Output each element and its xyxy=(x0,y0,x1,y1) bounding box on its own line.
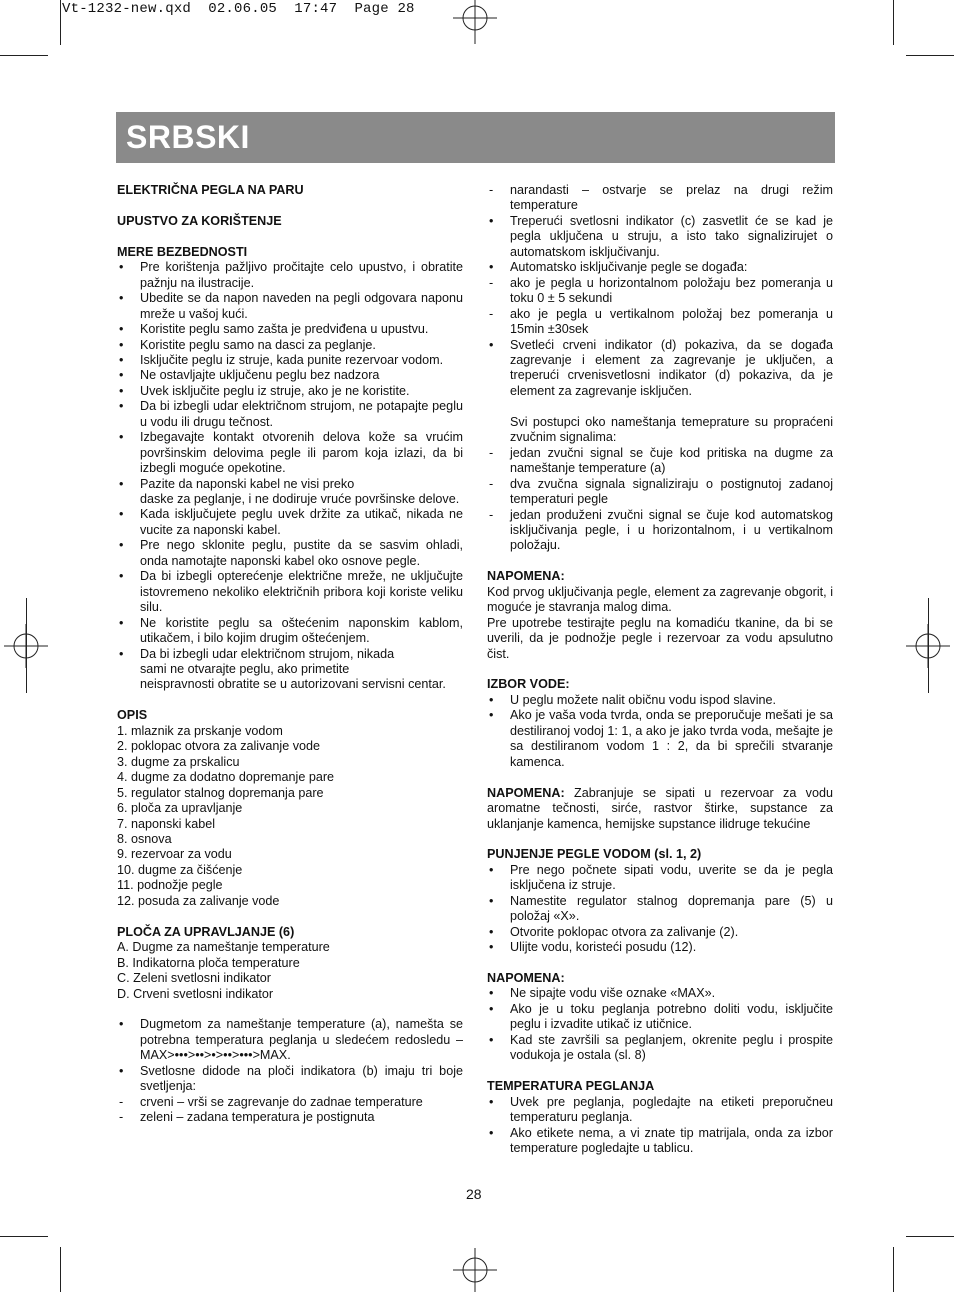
crop-mark xyxy=(60,1247,61,1292)
paragraph: Kod prvog uključivanja pegle, element za zagrevanje obgorit, i moguće je stavranja malog dima. xyxy=(487,584,833,615)
crop-mark xyxy=(893,0,894,45)
list-item: • Ne ostavljajte uključenu peglu bez nadzora xyxy=(119,368,380,383)
list-item: C. Zeleni svetlosni indikator xyxy=(117,971,271,986)
list-item: 10. dugme za čišćenje xyxy=(117,862,243,877)
list-item: • Isključite peglu iz struje, kada punite rezervoar vodom. xyxy=(119,352,444,367)
list-item: 11. podnožje pegle xyxy=(117,878,223,893)
section-heading-safety: MERE BEZBEDNOSTI xyxy=(117,244,248,259)
list-item: • Ako etikete nema, a vi znate tip matrijala, onda za izbor temperature pogledajte u tablicu. xyxy=(489,1125,833,1155)
list-item: 1. mlaznik za prskanje vodom xyxy=(117,723,283,738)
list-item: 3. dugme za prskalicu xyxy=(117,754,240,769)
crop-mark xyxy=(893,1247,894,1292)
file-slug: Vt-1232-new.qxd 02.06.05 17:47 Page 28 xyxy=(62,1,415,17)
doc-title: ELEKTRIČNA PEGLA NA PARU xyxy=(117,183,304,197)
doc-subtitle: UPUSTVO ZA KORIŠTENJE xyxy=(117,213,282,228)
crop-mark xyxy=(0,1236,48,1237)
section-heading-description: OPIS xyxy=(117,708,148,723)
page-number: 28 xyxy=(466,1186,482,1202)
list-item: • Ne sipajte vodu više oznake «MAX». xyxy=(489,986,716,1001)
list-item: • Kada isključujete peglu uvek držite za utikač, nikada ne vucite za naponski kabel. xyxy=(119,507,463,537)
list-item: 6. ploča za upravljanje xyxy=(117,801,243,816)
list-item: • U peglu možete nalit običnu vodu ispod slavine. xyxy=(489,692,777,707)
list-item: - dva zvučna signala signaliziraju o postignutoj zadanoj temperaturi pegle xyxy=(489,476,833,507)
list-item: • Svetleći crveni indikator (d) pokaziva, da se događa zagrevanje i element za zagrevanje je uključen, a treperući crvenisvetlosni indikator (d) pokaziva, da je element za zagrevanje isključen. xyxy=(489,337,833,398)
list-item: • Ako je vaša voda tvrda, onda se preporučuje mešati je sa destiliranoj vodoj 1: 1, a ako je jako tvrda voda, mešajte je sa destiliranom vodom 1 : 2, da bi sprečili stvaranje kamenca. xyxy=(489,708,833,769)
crop-mark xyxy=(26,598,27,693)
list-item: 5. regulator stalnog dopremanja pare xyxy=(117,785,324,800)
list-item-continuation: daske za peglanje, i ne dodiruje vruće površinske delove. xyxy=(140,492,460,507)
list-item: - ako je pegla u vertikalnom položaj bez pomeranja u 15min ±30sek xyxy=(489,306,833,337)
list-item: • Koristite peglu samo zašta je predviđena u upustvu. xyxy=(119,322,429,337)
list-item: • Kad ste završili sa peglanjem, okrenite peglu i prospite vodukoja je ostala (sl. 8) xyxy=(489,1032,833,1063)
list-item: • Pre korištenja pažljivo pročitajte celo upustvo, i obratite pažnju na ilustracije. xyxy=(119,260,463,290)
list-item: • Pre nego sklonite peglu, pustite da se sasvim ohladi, onda namotajte naponski kabel oko osnove pegle. xyxy=(119,538,463,568)
list-item: 12. posuda za zalivanje vode xyxy=(117,893,280,908)
list-item: • Treperući svetlosni indikator (c) zasvetlit će se kad je pegla uključena u struju, a isto tako signalizirujet o automatskom isključivanju. xyxy=(489,213,833,259)
crop-mark xyxy=(928,598,929,693)
list-item: - crveni – vrši se zagrevanje do zadnae temperature xyxy=(119,1094,423,1109)
section-heading-temperature: TEMPERATURA PEGLANJA xyxy=(487,1079,655,1094)
list-item: • Automatsko isključivanje pegle se događa: xyxy=(489,260,748,275)
list-item: • Ulijte vodu, koristeći posudu (12). xyxy=(489,940,697,955)
list-item: 4. dugme za dodatno dopremanje pare xyxy=(117,770,335,785)
list-item-continuation: sami ne otvarajte peglu, ako primetite xyxy=(140,662,350,677)
list-item: • Uvek pre peglanja, pogledajte na etiketi preporučneu temperaturu peglanja. xyxy=(489,1094,833,1125)
list-item: • Pazite da naponski kabel ne visi preko xyxy=(119,476,355,491)
registration-mark-icon xyxy=(453,1248,497,1292)
paragraph: NAPOMENA: Zabranjuje se sipati u rezervoar za vodu aromatne tečnosti, sirće, rastvor štirke, supstance za uklanjanje kamenca, hemijske supstance ilidruge tekućine xyxy=(487,785,833,831)
banner-title: SRBSKI xyxy=(126,119,250,155)
paragraph: Pre upotrebe testirajte peglu na komadiću tkanine, da bi se uverili, da je podnožje pegle i rezervoar za vodu apsulutno čist. xyxy=(487,615,833,661)
list-item: 8. osnova xyxy=(117,831,172,846)
list-item: A. Dugme za nameštanje temperature xyxy=(117,940,330,955)
list-item: 7. naponski kabel xyxy=(117,816,216,831)
list-item-continuation: neispravnosti obratite se u autorizovani servisni centar. xyxy=(140,677,446,692)
list-item: B. Indikatorna ploča temperature xyxy=(117,955,300,970)
registration-mark-icon xyxy=(453,0,497,44)
language-banner xyxy=(116,112,835,163)
list-item: • Da bi izbegli opterećenje električne mreže, ne uključujte istovremeno nekoliko električnih pribora koji koriste veliku silu. xyxy=(119,569,463,615)
crop-mark xyxy=(906,1236,954,1237)
section-heading-note: NAPOMENA: xyxy=(487,971,565,986)
paragraph: Svi postupci oko nameštanja temeprature su propraćeni zvučnim signalima: xyxy=(510,414,833,445)
left-column xyxy=(117,183,463,1126)
list-item: - jedan produženi zvučni signal se čuje kod automatskog isključivanja pegle, i u horizontalnom, i u vertikalnom položaju. xyxy=(489,507,833,553)
list-item: - jedan zvučni signal se čuje kod pritiska na dugme za nameštanje temperature (a) xyxy=(489,445,833,476)
list-item: 2. poklopac otvora za zalivanje vode xyxy=(117,739,321,754)
section-heading-water: IZBOR VODE: xyxy=(487,677,570,692)
crop-mark xyxy=(60,0,61,45)
section-heading-note: NAPOMENA: xyxy=(487,569,565,584)
list-item: D. Crveni svetlosni indikator xyxy=(117,986,274,1001)
list-item: • Ubedite se da napon naveden na pegli odgovara naponu mreže u vašoj kući. xyxy=(119,291,463,321)
list-item: • Da bi izbegli udar električnom strujom, nikada xyxy=(119,646,395,661)
list-item: 9. rezervoar za vodu xyxy=(117,847,232,862)
list-item: • Ako je u toku peglanja potrebno doliti vodu, isključite peglu i izvadite utikač iz utičnice. xyxy=(489,1001,833,1032)
list-item: • Dugmetom za nameštanje temperature (a), namešta se potrebna temperatura peglanja u sledećem redosledu – MAX>•••>••>•>••>•••>MAX. xyxy=(119,1017,463,1063)
right-column xyxy=(487,183,833,1156)
list-item: • Svetlosne didode na ploči indikatora (b) imaju tri boje svetljenja: xyxy=(119,1063,463,1094)
list-item: • Izbegavajte kontakt otvorenih delova kože sa vrućim površinskim delovima pegle ili parom koja izlazi, da bi izbegli moguće opekotine. xyxy=(119,430,463,476)
list-item: • Ne koristite peglu sa oštećenim naponskim kablom, utikačem, i bilo kojim drugim oštećenjem. xyxy=(119,615,463,646)
list-item: • Namestite regulator stalnog dopremanja pare (5) u položaj «X». xyxy=(489,893,833,924)
crop-mark xyxy=(906,55,954,56)
list-item: • Uvek isključite peglu iz struje, ako je ne koristite. xyxy=(119,383,410,398)
list-item: • Da bi izbegli udar električnom strujom, ne potapajte peglu u vodu ili drugu tečnost. xyxy=(119,399,463,429)
section-heading-control-panel: PLOČA ZA UPRAVLJANJE (6) xyxy=(117,924,295,939)
list-item: • Pre nego počnete sipati vodu, uverite se da je pegla isključena iz struje. xyxy=(489,862,833,893)
section-heading-filling: PUNJENJE PEGLE VODOM (sl. 1, 2) xyxy=(487,847,702,862)
list-item: - zeleni – zadana temperatura je postignuta xyxy=(119,1110,375,1125)
list-item: - ako je pegla u horizontalnom položaju bez pomeranja u toku 0 ± 5 sekundi xyxy=(489,275,833,306)
list-item: • Koristite peglu samo na dasci za peglanje. xyxy=(119,337,376,352)
list-item: • Otvorite poklopac otvora za zalivanje (2). xyxy=(489,924,739,939)
crop-mark xyxy=(0,55,48,56)
list-item: - narandasti – ostvarje se prelaz na drugi režim temperature xyxy=(489,183,833,213)
